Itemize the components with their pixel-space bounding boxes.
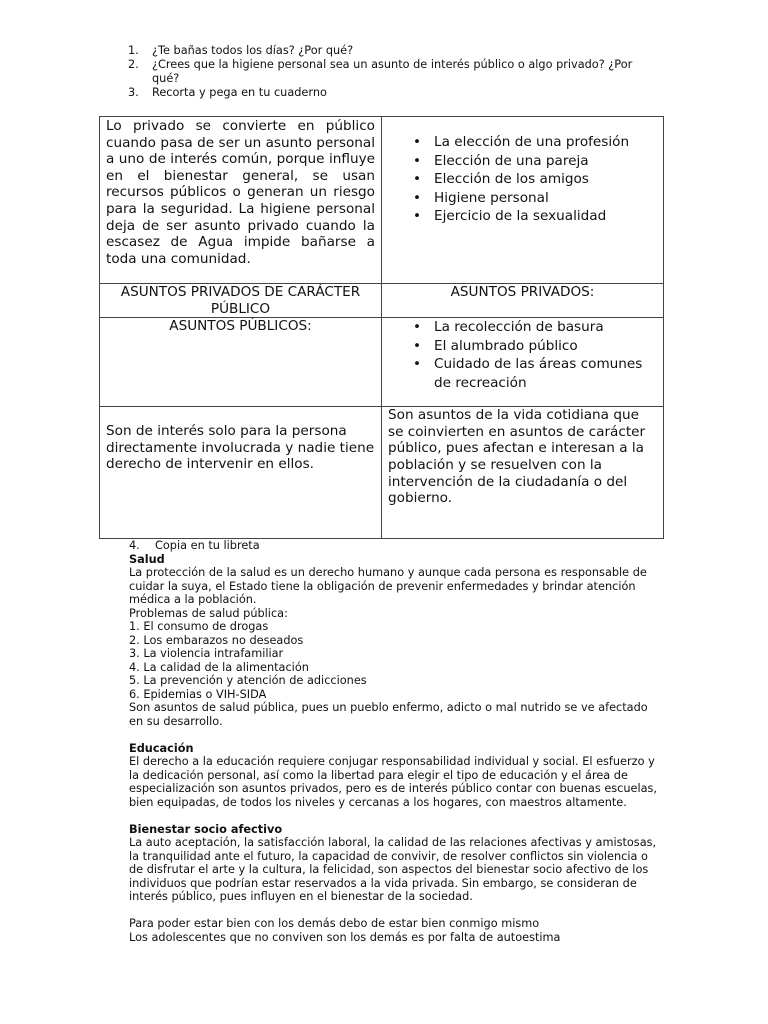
table-cell: Son de interés solo para la persona directamente involucrada y nadie tiene derecho de intervenir en ellos. bbox=[100, 407, 382, 539]
paragraph: Son asuntos de salud pública, pues un pueblo enfermo, adicto o mal nutrido se ve afectado en su desarrollo. bbox=[129, 701, 648, 728]
table-cell: Son asuntos de la vida cotidiana que se coinvierten en asuntos de carácter público, pues afectan e interesan a la población y se resuelven con la intervención de la ciudadanía o del gobierno. bbox=[382, 407, 664, 539]
table-cell bbox=[382, 117, 664, 284]
heading-bienestar: Bienestar socio afectivo bbox=[129, 822, 283, 836]
table-row bbox=[100, 407, 664, 539]
paragraph: El derecho a la educación requiere conjugar responsabilidad individual y social. El esfuerzo y la dedicación personal, así como la libertad para elegir el tipo de educación y el área de especialización son asuntos privados, pero es de interés público contar con buenas escuelas, bien equipadas, de todos los niveles y cercanas a los hogares, con maestros altamente. bbox=[129, 755, 658, 809]
paragraph: La auto aceptación, la satisfacción laboral, la calidad de las relaciones afectivas y amistosas, la tranquilidad ante el futuro, la capacidad de convivir, de resolver conflictos sin violencia o de disfrutar el arte y la cultura, la felicidad, son aspectos del bienestar socio afectivo de los individuos que podrían estar reservados a la vida privada. Sin embargo, se consideran de interés público, pues influyen en el bienestar de la sociedad. bbox=[129, 836, 657, 903]
closing-line: Para poder estar bien con los demás debo de estar bien conmigo mismo bbox=[129, 917, 540, 930]
list-item: • El alumbrado público bbox=[382, 337, 663, 356]
asuntos-table bbox=[99, 116, 664, 539]
public-matters-list bbox=[382, 318, 663, 392]
private-matters-list bbox=[382, 117, 663, 226]
list-item: • Higiene personal bbox=[382, 189, 663, 208]
heading-salud: Salud bbox=[129, 552, 165, 566]
list-item: • La elección de una profesión bbox=[382, 133, 663, 152]
table-header-cell: ASUNTOS PRIVADOS DE CARÁCTER PÚBLICO bbox=[100, 284, 382, 318]
table-cell: Lo privado se convierte en público cuando pasa de ser un asunto personal a uno de interés común, porque influye en el bienestar general, se usan recursos públicos o generan un riesgo para la seguridad. La higiene personal deja de ser asunto privado cuando la escasez de Agua impide bañarse a toda una comunidad. bbox=[100, 117, 382, 284]
question-item: 2. ¿Crees que la higiene personal sea un asunto de interés público o algo privado? ¿Por qué? bbox=[128, 58, 633, 85]
list-item: 4. La calidad de la alimentación bbox=[129, 660, 309, 674]
closing-line: Los adolescentes que no conviven son los demás es por falta de autoestima bbox=[129, 930, 561, 944]
list-item: • La recolección de basura bbox=[382, 318, 663, 337]
question-list bbox=[128, 44, 648, 100]
table-row bbox=[100, 318, 664, 407]
list-item: 1. El consumo de drogas bbox=[129, 620, 269, 633]
list-item: 5. La prevención y atención de adicciones bbox=[129, 674, 367, 687]
table-row bbox=[100, 117, 664, 284]
list-item: 6. Epidemias o VIH-SIDA bbox=[129, 687, 267, 701]
section-title: 4. Copia en tu libreta bbox=[129, 539, 260, 552]
list-item: 3. La violencia intrafamiliar bbox=[129, 647, 284, 660]
subheading: Problemas de salud pública: bbox=[129, 606, 288, 620]
section-4-text bbox=[129, 539, 659, 944]
table-header-cell: ASUNTOS PRIVADOS: bbox=[382, 284, 664, 318]
question-item: 3. Recorta y pega en tu cuaderno bbox=[128, 86, 327, 99]
question-text: Recorta y pega en tu cuaderno bbox=[152, 86, 327, 99]
list-item: • Cuidado de las áreas comunes de recreación bbox=[382, 355, 663, 392]
list-item: • Elección de una pareja bbox=[382, 152, 663, 171]
table-header-cell: ASUNTOS PÚBLICOS: bbox=[100, 318, 382, 407]
list-item: 2. Los embarazos no deseados bbox=[129, 633, 304, 647]
table-row bbox=[100, 284, 664, 318]
table-cell bbox=[382, 318, 664, 407]
question-text: ¿Te bañas todos los días? ¿Por qué? bbox=[152, 44, 354, 57]
paragraph: La protección de la salud es un derecho humano y aunque cada persona es responsable de cuidar la suya, el Estado tiene la obligación de prevenir enfermedades y brindar atención médica a la población. bbox=[129, 566, 647, 606]
heading-educacion: Educación bbox=[129, 741, 194, 755]
list-item: • Ejercicio de la sexualidad bbox=[382, 207, 663, 226]
question-item: 1. ¿Te bañas todos los días? ¿Por qué? bbox=[128, 44, 354, 57]
question-text: ¿Crees que la higiene personal sea un asunto de interés público o algo privado? ¿Por qué? bbox=[152, 58, 633, 85]
list-item: • Elección de los amigos bbox=[382, 170, 663, 189]
